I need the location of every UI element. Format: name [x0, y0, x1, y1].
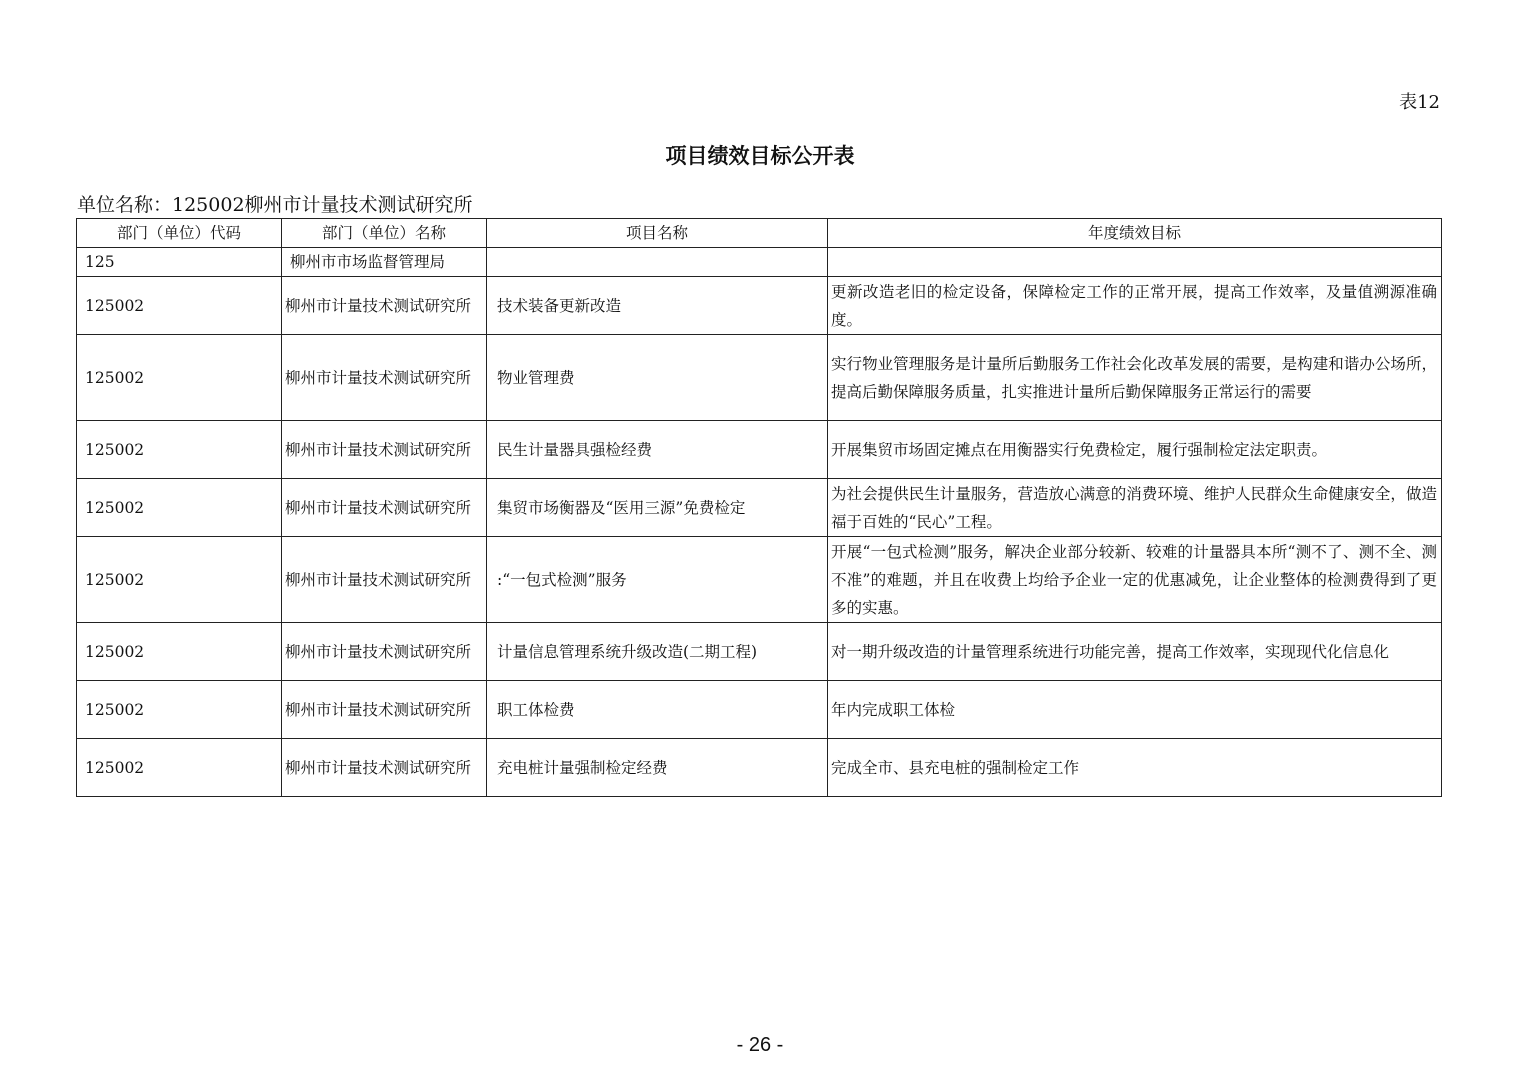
annual-goal-cell: 对一期升级改造的计量管理系统进行功能完善，提高工作效率，实现现代化信息化	[828, 623, 1442, 681]
project-name-cell: 充电桩计量强制检定经费	[487, 739, 828, 797]
annual-goal-cell	[828, 248, 1442, 277]
project-name-cell: 技术装备更新改造	[487, 277, 828, 335]
project-name-cell	[487, 248, 828, 277]
annual-goal-cell: 完成全市、县充电桩的强制检定工作	[828, 739, 1442, 797]
project-name-cell: 民生计量器具强检经费	[487, 421, 828, 479]
dept-code-cell: 125002	[77, 681, 282, 739]
table-row	[77, 248, 1442, 277]
table-row	[77, 739, 1442, 797]
annual-goal-cell: 更新改造老旧的检定设备，保障检定工作的正常开展，提高工作效率，及量值溯源准确度。	[828, 277, 1442, 335]
table-row	[77, 537, 1442, 623]
table-row	[77, 623, 1442, 681]
dept-name-cell: 柳州市计量技术测试研究所	[282, 335, 487, 421]
dept-code-cell: 125002	[77, 277, 282, 335]
dept-code-cell: 125002	[77, 479, 282, 537]
document-title: 项目绩效目标公开表	[665, 144, 855, 168]
dept-name-cell: 柳州市市场监督管理局	[282, 248, 487, 277]
table-row	[77, 335, 1442, 421]
table-header-row	[77, 219, 1442, 248]
project-name-cell: 物业管理费	[487, 335, 828, 421]
annual-goal-cell: 为社会提供民生计量服务，营造放心满意的消费环境、维护人民群众生命健康安全，做造福于百姓的“民心”工程。	[828, 479, 1442, 537]
page-number: - 26 -	[736, 1034, 784, 1056]
table-number: 表12	[1399, 92, 1440, 113]
annual-goal-cell: 年内完成职工体检	[828, 681, 1442, 739]
header-project-name: 项目名称	[487, 219, 828, 248]
annual-goal-cell: 开展集贸市场固定摊点在用衡器实行免费检定，履行强制检定法定职责。	[828, 421, 1442, 479]
project-name-cell: 集贸市场衡器及“医用三源”免费检定	[487, 479, 828, 537]
project-name-cell: :“一包式检测”服务	[487, 537, 828, 623]
project-name-cell: 计量信息管理系统升级改造(二期工程)	[487, 623, 828, 681]
table-row	[77, 479, 1442, 537]
dept-code-cell: 125002	[77, 421, 282, 479]
dept-name-cell: 柳州市计量技术测试研究所	[282, 623, 487, 681]
table-row	[77, 421, 1442, 479]
performance-goals-table	[76, 218, 1442, 797]
dept-name-cell: 柳州市计量技术测试研究所	[282, 739, 487, 797]
dept-code-cell: 125002	[77, 623, 282, 681]
annual-goal-cell: 实行物业管理服务是计量所后勤服务工作社会化改革发展的需要，是构建和谐办公场所，提高后勤保障服务质量，扎实推进计量所后勤保障服务正常运行的需要	[828, 335, 1442, 421]
project-name-cell: 职工体检费	[487, 681, 828, 739]
annual-goal-cell: 开展“一包式检测”服务，解决企业部分较新、较难的计量器具本所“测不了、测不全、测不准”的难题，并且在收费上均给予企业一定的优惠减免，让企业整体的检测费得到了更多的实惠。	[828, 537, 1442, 623]
table-row	[77, 681, 1442, 739]
header-dept-name: 部门（单位）名称	[282, 219, 487, 248]
dept-name-cell: 柳州市计量技术测试研究所	[282, 681, 487, 739]
dept-name-cell: 柳州市计量技术测试研究所	[282, 421, 487, 479]
header-dept-code: 部门（单位）代码	[77, 219, 282, 248]
header-annual-goal: 年度绩效目标	[828, 219, 1442, 248]
unit-name-line: 单位名称：125002柳州市计量技术测试研究所	[77, 194, 473, 216]
dept-code-cell: 125002	[77, 537, 282, 623]
dept-name-cell: 柳州市计量技术测试研究所	[282, 277, 487, 335]
table-row	[77, 277, 1442, 335]
dept-code-cell: 125002	[77, 335, 282, 421]
dept-name-cell: 柳州市计量技术测试研究所	[282, 537, 487, 623]
dept-code-cell: 125002	[77, 739, 282, 797]
dept-code-cell: 125	[77, 248, 282, 277]
dept-name-cell: 柳州市计量技术测试研究所	[282, 479, 487, 537]
